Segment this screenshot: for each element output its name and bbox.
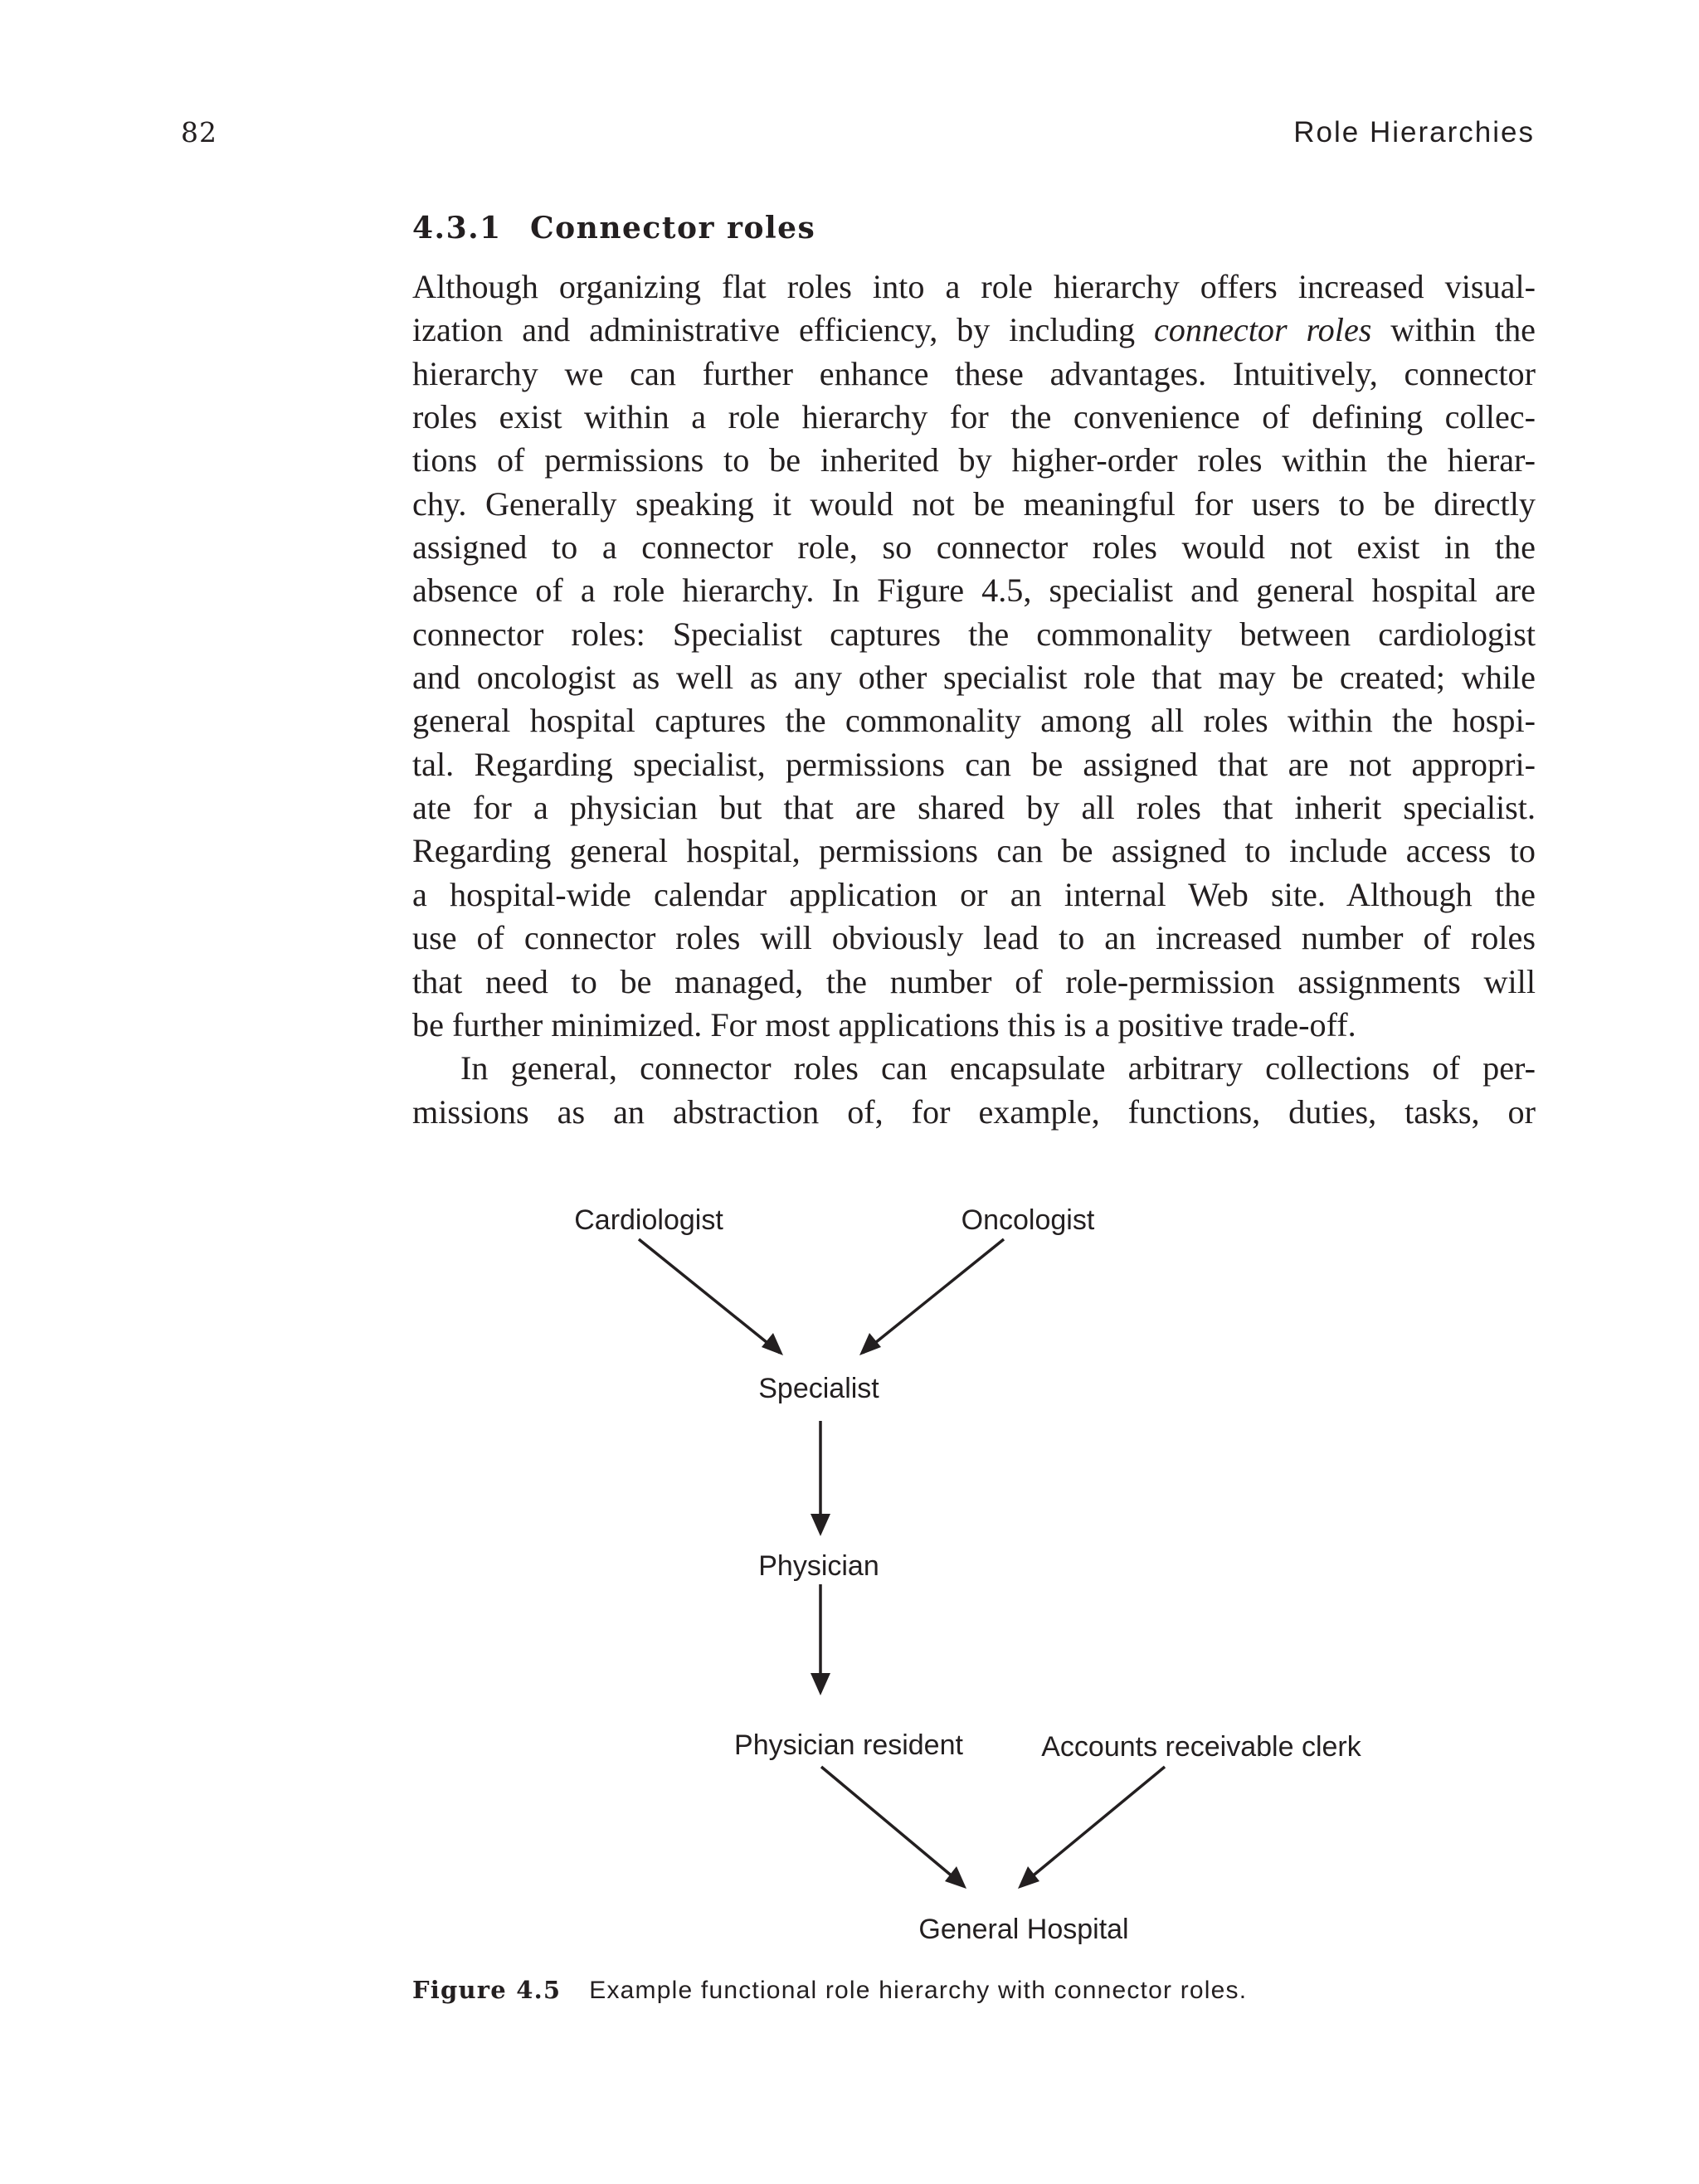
node-physician-resident: Physician resident xyxy=(734,1729,963,1761)
text-line: connector roles: Specialist captures the commonality between cardiologist xyxy=(412,615,1536,653)
arrowhead xyxy=(811,1514,830,1536)
italic-term: connector roles xyxy=(1153,311,1372,349)
section-number: 4.3.1 xyxy=(412,211,502,246)
text-line: absence of a role hierarchy. In Figure 4.5, specialist and general hospital are xyxy=(412,572,1536,610)
text-line: that need to be managed, the number of role-permission assignments will xyxy=(412,962,1536,1000)
node-cardiologist: Cardiologist xyxy=(574,1204,723,1236)
text-line: assigned to a connector role, so connector roles would not exist in the xyxy=(412,528,1536,567)
body-text xyxy=(412,265,1536,1134)
text-line: Regarding general hospital, permissions can be assigned to include access to xyxy=(412,832,1536,870)
text-line: ate for a physician but that are shared by all roles that inherit specialist. xyxy=(412,789,1536,827)
figure-caption xyxy=(412,1976,1247,2005)
figure-label: Figure 4.5 xyxy=(412,1976,562,2004)
edge-resident-general-hospital xyxy=(821,1767,963,1885)
text-segment: within the xyxy=(1371,311,1536,349)
page-number: 82 xyxy=(181,116,217,148)
node-oncologist: Oncologist xyxy=(961,1204,1095,1236)
text-line: use of connector roles will obviously lead to an increased number of roles xyxy=(412,919,1536,957)
arrowhead xyxy=(1018,1866,1039,1889)
node-general-hospital: General Hospital xyxy=(918,1914,1129,1945)
text-line xyxy=(412,309,1536,352)
text-line: roles exist within a role hierarchy for the convenience of defining collec- xyxy=(412,398,1536,436)
text-line: chy. Generally speaking it would not be meaningful for users to be directly xyxy=(412,484,1536,523)
arrowhead xyxy=(762,1333,783,1355)
section-heading xyxy=(412,211,815,246)
edge-oncologist-specialist xyxy=(863,1239,1004,1353)
text-line: and oncologist as well as any other specialist role that may be created; while xyxy=(412,659,1536,697)
text-line: Although organizing flat roles into a role hierarchy offers increased visual- xyxy=(412,268,1536,305)
section-title: Connector roles xyxy=(530,211,816,246)
running-head xyxy=(0,116,1699,158)
node-specialist: Specialist xyxy=(758,1373,879,1404)
arrowhead xyxy=(859,1333,881,1355)
text-segment: ization and administrative efficiency, by including xyxy=(412,311,1154,349)
text-line: a hospital-wide calendar application or an internal Web site. Although the xyxy=(412,875,1536,913)
node-physician: Physician xyxy=(758,1550,879,1582)
edge-clerk-general-hospital xyxy=(1021,1767,1165,1885)
text-line: tions of permissions to be inherited by higher-order roles within the hierar- xyxy=(412,441,1536,479)
arrowhead xyxy=(811,1673,830,1695)
figure-caption-text: Example functional role hierarchy with connector roles. xyxy=(589,1977,1248,2004)
edge-cardiologist-specialist xyxy=(639,1239,780,1353)
text-line: missions as an abstraction of, for example, functions, duties, tasks, or xyxy=(412,1092,1536,1131)
arrowhead xyxy=(945,1866,966,1889)
node-accounts-receivable-clerk: Accounts receivable clerk xyxy=(1041,1731,1361,1763)
running-title: Role Hierarchies xyxy=(1293,116,1535,148)
text-line: be further minimized. For most applications this is a positive trade-off. xyxy=(412,1005,1356,1043)
text-line: tal. Regarding specialist, permissions can be assigned that are not appropri- xyxy=(412,745,1536,783)
text-line: In general, connector roles can encapsulate arbitrary collections of per- xyxy=(460,1049,1536,1087)
text-line: general hospital captures the commonality among all roles within the hospi- xyxy=(412,702,1536,740)
text-line: hierarchy we can further enhance these advantages. Intuitively, connector xyxy=(412,354,1536,392)
